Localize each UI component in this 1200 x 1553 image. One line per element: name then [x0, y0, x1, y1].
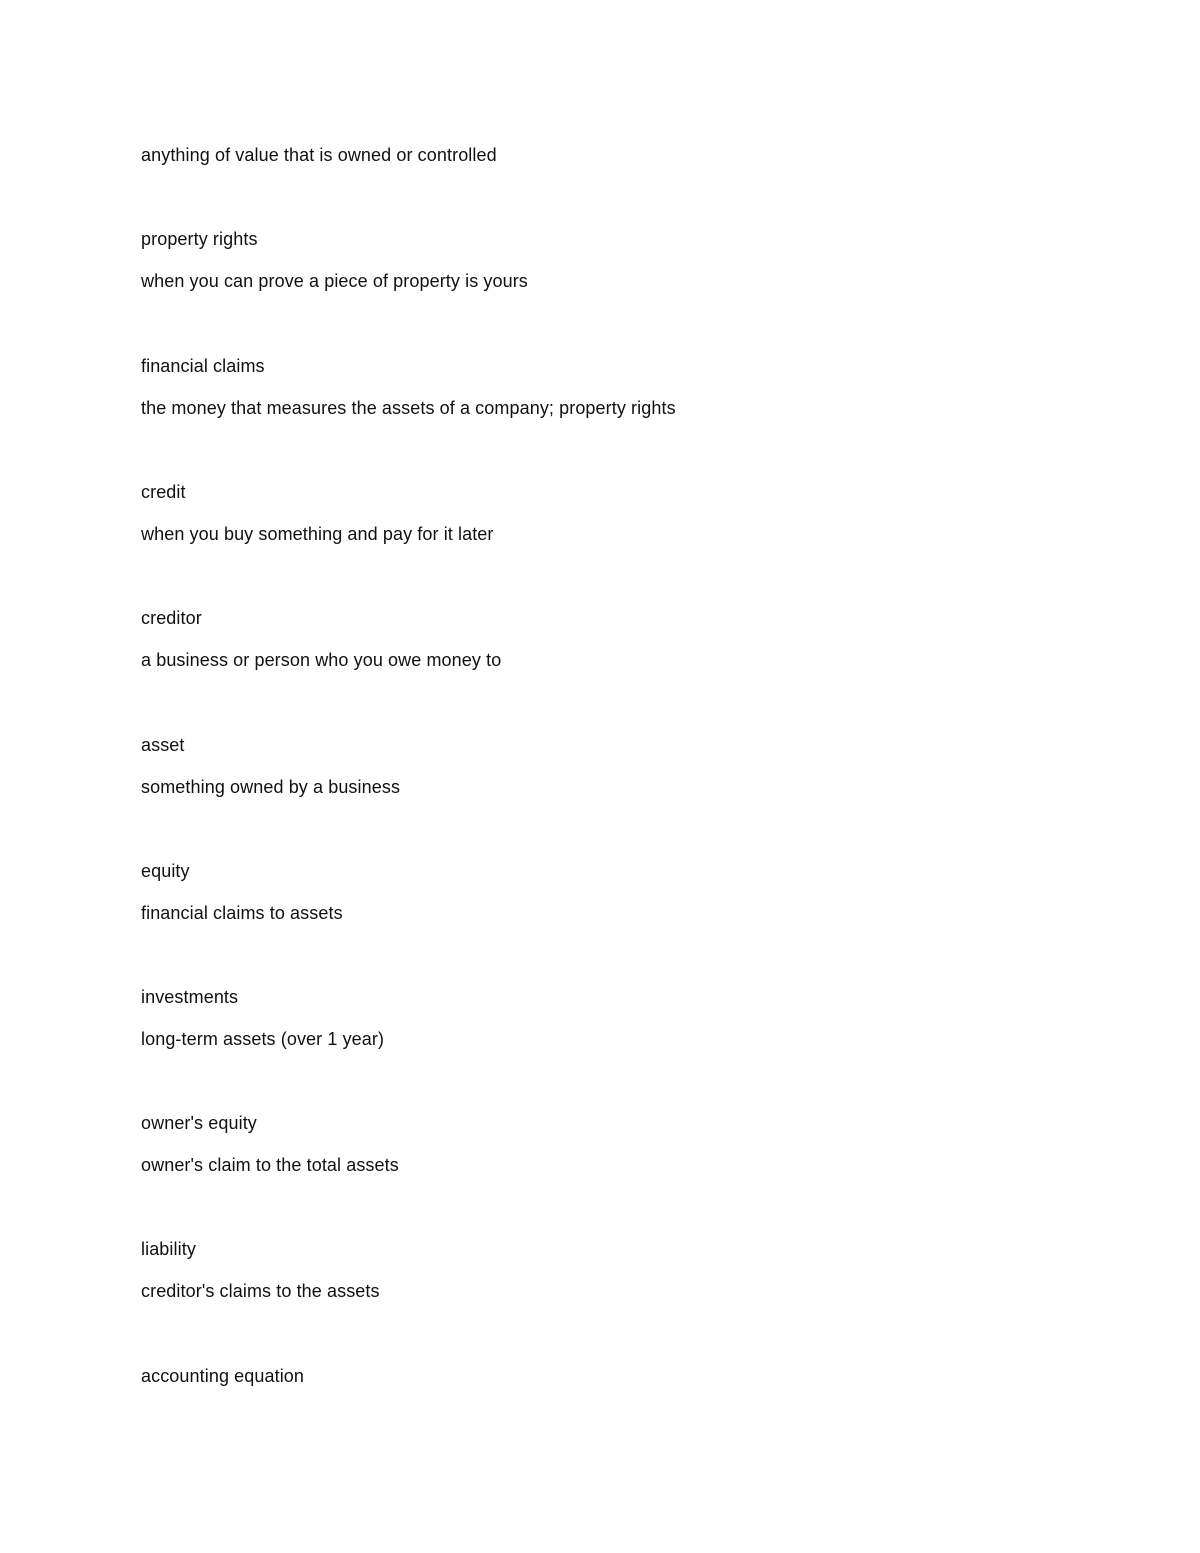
intro-definition: anything of value that is owned or controlled	[141, 145, 497, 165]
definition-credit: when you buy something and pay for it later	[141, 524, 494, 544]
term-property-rights: property rights	[141, 229, 258, 249]
term-liability: liability	[141, 1239, 196, 1259]
term-credit: credit	[141, 482, 186, 502]
term-creditor: creditor	[141, 608, 202, 628]
definition-investments: long-term assets (over 1 year)	[141, 1029, 385, 1049]
definition-creditor: a business or person who you owe money to	[141, 650, 502, 670]
definition-financial-claims: the money that measures the assets of a company; property rights	[141, 398, 676, 418]
definition-equity: financial claims to assets	[141, 903, 343, 923]
definition-asset: something owned by a business	[141, 777, 401, 797]
term-asset: asset	[141, 735, 185, 755]
definition-property-rights: when you can prove a piece of property is yours	[141, 271, 528, 291]
term-accounting-equation: accounting equation	[141, 1366, 305, 1386]
definition-liability: creditor's claims to the assets	[141, 1281, 380, 1301]
term-investments: investments	[141, 987, 239, 1007]
definition-owners-equity: owner's claim to the total assets	[141, 1155, 399, 1175]
term-equity: equity	[141, 861, 190, 881]
term-owners-equity: owner's equity	[141, 1113, 257, 1133]
term-financial-claims: financial claims	[141, 356, 265, 376]
